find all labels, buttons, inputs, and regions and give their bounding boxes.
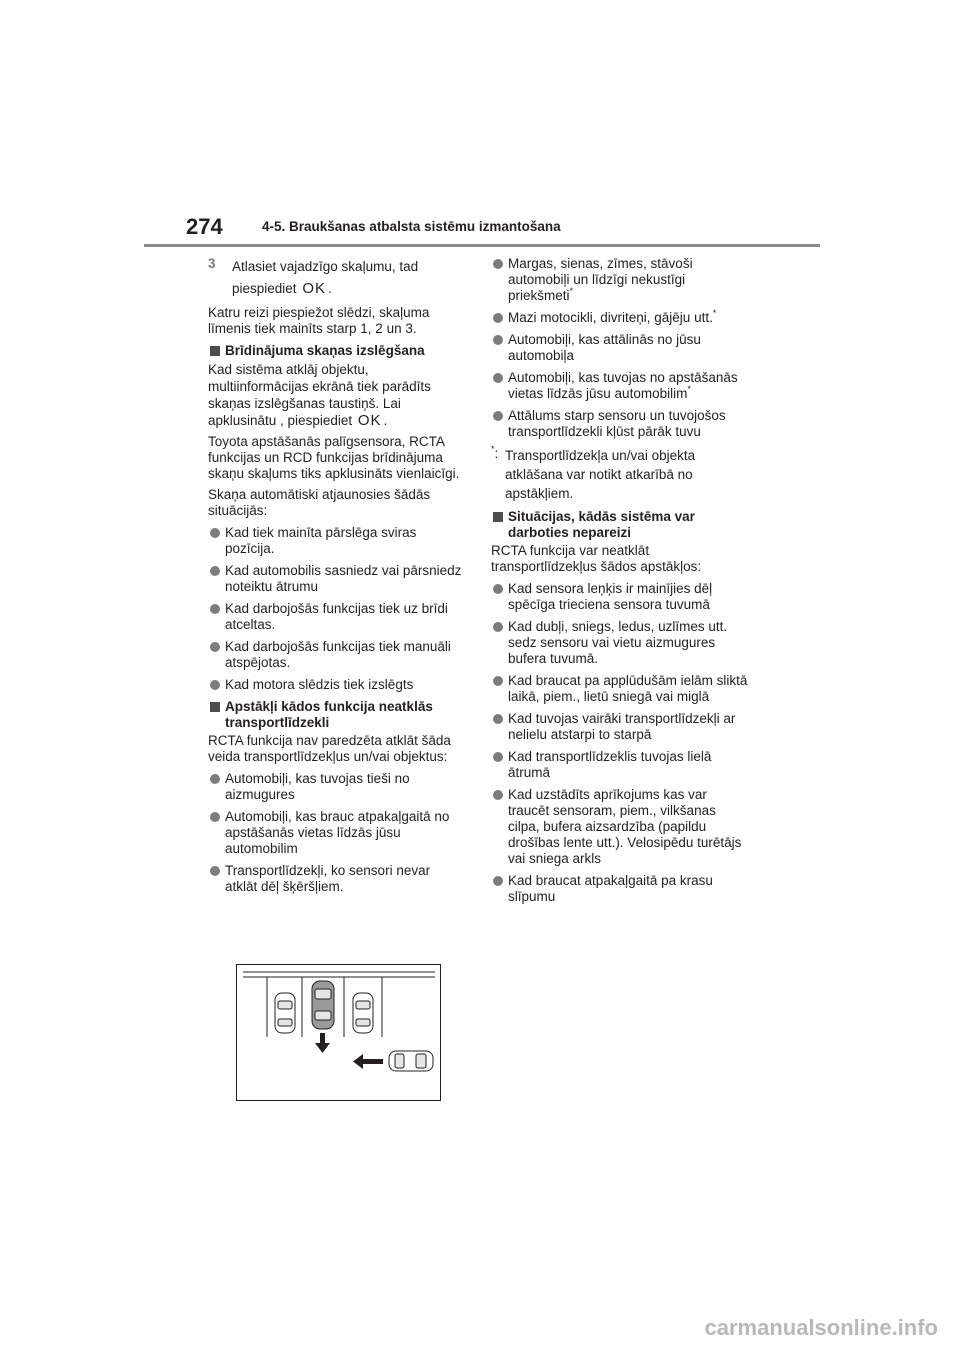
bullet-dot-icon [493, 752, 503, 762]
list-item: Automobiļi, kas brauc atpakaļgaitā no apstāšanās vietas līdzās jūsu automobilim [208, 809, 466, 857]
footnote-mark: * [491, 444, 495, 454]
list-item: Kad dubļi, sniegs, ledus, uzlīmes utt. sedz sensoru vai vietu aizmugures bufera tuvumā. [491, 619, 749, 667]
bullet-dot-icon [493, 790, 503, 800]
list-item: Kad sensora leņķis ir mainījies dēļ spēcīga trieciena sensora tuvumā [491, 581, 749, 613]
bullet-dot-icon [493, 676, 503, 686]
list-item: Kad uzstādīts aprīkojums kas var traucēt sensoram, piem., vilkšanas cilpa, bufera aizsardzība (papildu drošības lente utt.). Velosipēdu turētājs vai sniega arkls [491, 787, 749, 867]
list-item: Automobiļi, kas attālinās no jūsu automobiļa [491, 332, 749, 364]
subheading-conditions: Apstākļi kādos funkcija neatklās transportlīdzekli [208, 699, 466, 731]
square-bullet-icon [210, 702, 220, 712]
parked-car-icon [275, 993, 295, 1033]
list-item: Margas, sienas, zīmes, stāvoši automobiļi un līdzīgi nekustīgi priekšmeti* [491, 256, 749, 304]
section-title: 4-5. Braukšanas atbalsta sistēmu izmantošana [262, 219, 561, 234]
paragraph: RCTA funkcija var neatklāt transportlīdzekļus šādos apstākļos: [491, 543, 702, 574]
paragraph: Katru reizi piespiežot slēdzi, skaļuma līmenis tiek mainīts starp 1, 2 un 3. [208, 305, 430, 336]
bullet-dot-icon [493, 313, 503, 323]
list-item: Kad tuvojas vairāki transportlīdzekļi ar nelielu atstarpi to starpā [491, 711, 749, 743]
bullet-dot-icon [210, 812, 220, 822]
bullet-dot-icon [493, 373, 503, 383]
paragraph: RCTA funkcija nav paredzēta atklāt šāda veida transportlīdzekļus un/vai objektus: [208, 733, 451, 764]
list-item: Kad darbojošās funkcijas tiek uz brīdi atceltas. [208, 601, 466, 633]
list-item: Automobiļi, kas tuvojas no apstāšanās vietas līdzās jūsu automobilim* [491, 370, 749, 402]
parking-illustration [236, 964, 441, 1101]
footnote-text: Transportlīdzekļa un/vai objekta atklāšana var notikt atkarībā no apstākļiem. [505, 448, 696, 501]
list-item: Kad motora slēdzis tiek izslēgts [208, 677, 466, 693]
paragraph: Toyota apstāšanās palīgsensora, RCTA funkcijas un RCD funkcijas brīdinājuma skaņu skaļums tiks apklusināts vienlaicīgi. [208, 434, 460, 481]
list-item: Kad transportlīdzeklis tuvojas lielā ātrumā [491, 749, 749, 781]
reverse-direction-arrow-icon [315, 1033, 330, 1053]
list-item: Kad tiek mainīta pārslēga sviras pozīcija. [208, 525, 466, 557]
bullet-dot-icon [493, 335, 503, 345]
left-column [208, 256, 466, 895]
parking-diagram [237, 965, 440, 1100]
subheading-malfunction: Situācijas, kādās sistēma var darboties nepareizi [491, 509, 749, 541]
bullet-dot-icon [210, 680, 220, 690]
bullet-dot-icon [210, 528, 220, 538]
step-text: Atlasiet vajadzīgo skaļumu, tad piespiediet OK . [232, 259, 419, 297]
parked-car-icon [353, 993, 373, 1033]
list-item: Kad automobilis sasniedz vai pārsniedz noteiktu ātrumu [208, 563, 466, 595]
paragraph: Skaņa automātiski atjaunosies šādās situācijās: [208, 487, 431, 518]
list-item: Kad braucat pa applūdušām ielām sliktā laikā, piem., lietū sniegā vai miglā [491, 673, 749, 705]
reversing-car-icon [312, 981, 334, 1029]
watermark: carmanualsonline.info [704, 1315, 938, 1340]
subheading-mute: Brīdinājuma skaņas izslēgšana [208, 343, 466, 359]
paragraph: Kad sistēma atklāj objektu, multiinformācijas ekrānā tiek parādīts skaņas izslēgšanas taustiņš. Lai apklusinātu , piespiediet OK . [208, 362, 431, 429]
bullet-dot-icon [210, 866, 220, 876]
page-number: 274 [186, 214, 223, 239]
approach-direction-arrow-icon [353, 1054, 383, 1069]
bullet-dot-icon [493, 584, 503, 594]
right-column [491, 256, 749, 905]
bullet-dot-icon [493, 622, 503, 632]
footnote: *: Transportlīdzekļa un/vai objekta atklāšana var notikt atkarībā no apstākļiem. [491, 446, 749, 503]
step-3 [208, 256, 466, 300]
bullet-dot-icon [493, 259, 503, 269]
bullet-dot-icon [493, 714, 503, 724]
bullet-dot-icon [493, 411, 503, 421]
list-item: Transportlīdzekļi, ko sensori nevar atklāt dēļ šķēršļiem. [208, 863, 466, 895]
bullet-dot-icon [210, 774, 220, 784]
list-item: Attālums starp sensoru un tuvojošos transportlīdzekli kļūst pārāk tuvu [491, 408, 749, 440]
list-item: Kad darbojošās funkcijas tiek manuāli atspējotas. [208, 639, 466, 671]
approaching-car-icon [389, 1051, 433, 1071]
ok-button-glyph: OK [302, 280, 326, 297]
bullet-dot-icon [210, 566, 220, 576]
bullet-dot-icon [210, 604, 220, 614]
square-bullet-icon [493, 512, 503, 522]
bullet-dot-icon [493, 876, 503, 886]
list-item: Mazi motocikli, divriteņi, gājēju utt.* [491, 310, 749, 326]
step-number: 3 [208, 256, 216, 271]
list-item: Kad braucat atpakaļgaitā pa krasu slīpumu [491, 873, 749, 905]
bullet-dot-icon [210, 642, 220, 652]
header-rule [144, 244, 820, 247]
list-item: Automobiļi, kas tuvojas tieši no aizmugures [208, 771, 466, 803]
square-bullet-icon [210, 346, 220, 356]
ok-button-glyph: OK [357, 412, 382, 429]
